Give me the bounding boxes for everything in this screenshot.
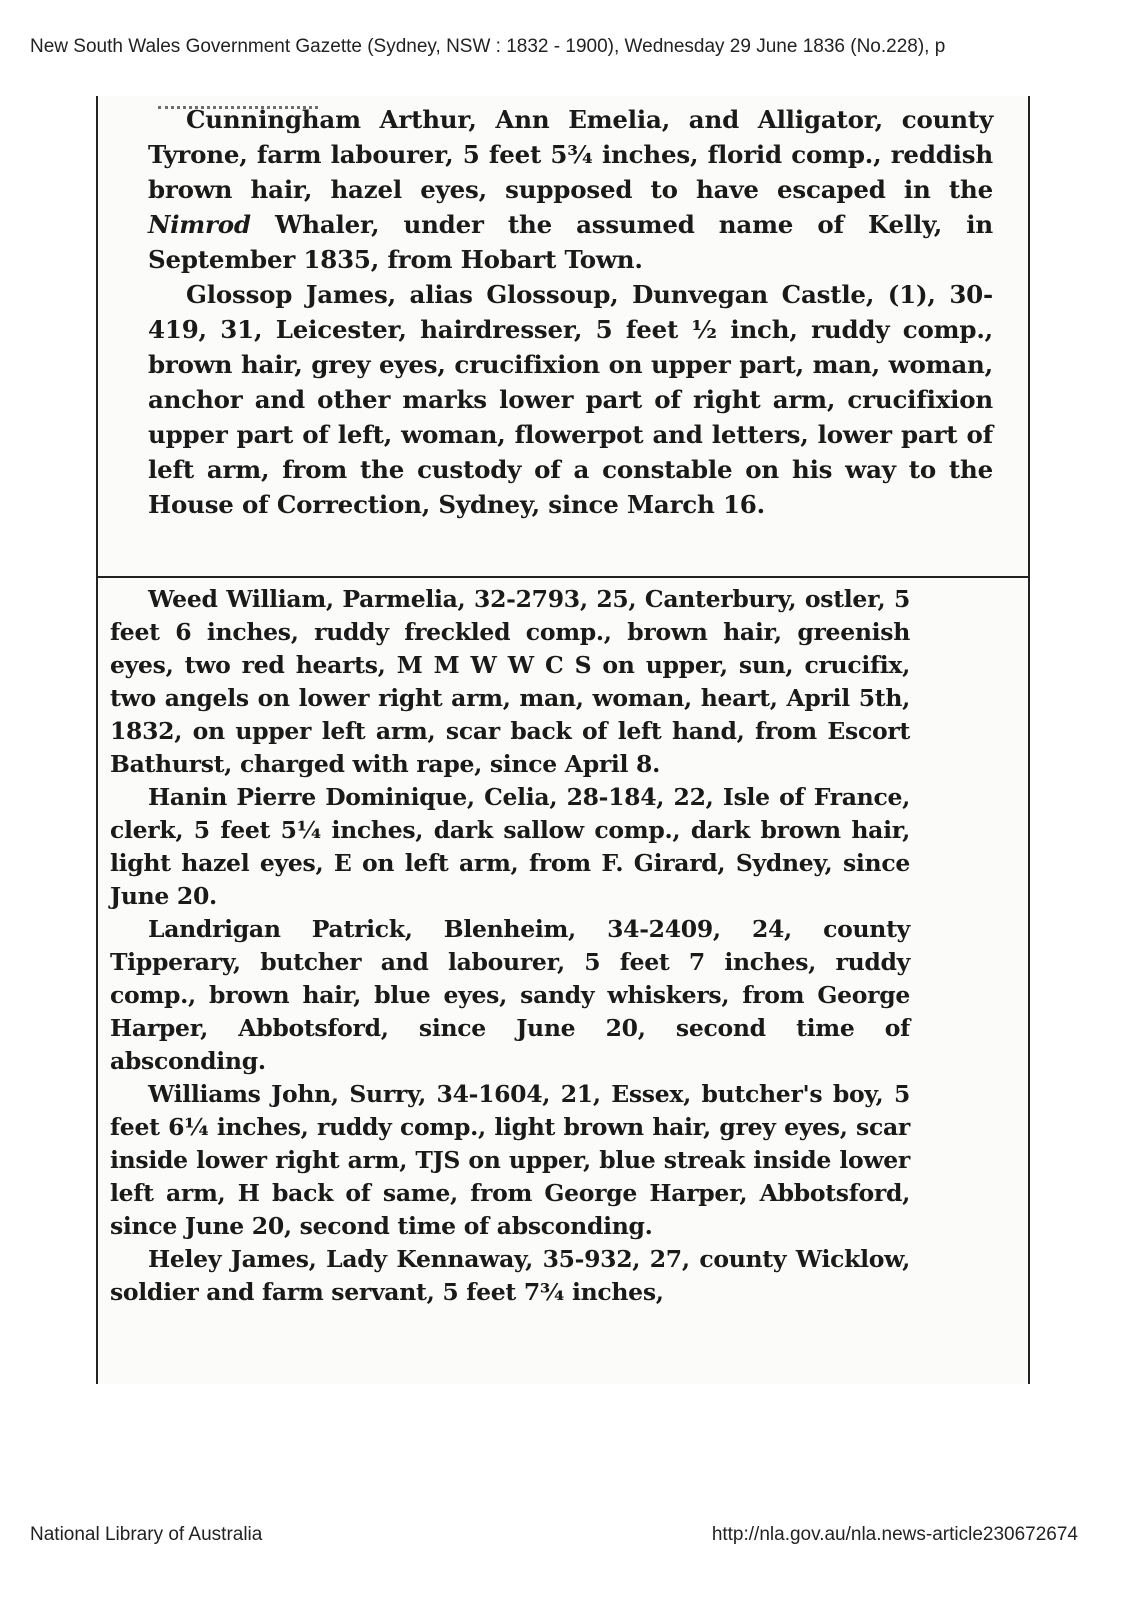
- notice-entry-text: Cunningham Arthur, Ann Emelia, and Alligator, county Tyrone, farm labourer, 5 feet 5¾ inches, florid comp., reddish brown hair, hazel eyes, supposed to have escaped in the: [148, 105, 993, 204]
- column-divider-rule: [98, 576, 1028, 578]
- newspaper-clipping: [96, 96, 1030, 1384]
- clipping-bottom-section: [110, 583, 910, 1383]
- notice-entry: [148, 102, 993, 277]
- footer-source: National Library of Australia: [30, 1524, 263, 1545]
- clipping-top-section: [148, 102, 993, 580]
- page-header-citation: New South Wales Government Gazette (Sydney, NSW : 1832 - 1900), Wednesday 29 June 1836 (No.228), p: [30, 36, 946, 57]
- notice-entry: Landrigan Patrick, Blenheim, 34-2409, 24, county Tipperary, butcher and labourer, 5 feet 7 inches, ruddy comp., brown hair, blue eyes, sandy whiskers, from George Harper, Abbotsford, since June 20, second time of absconding.: [110, 915, 910, 1075]
- notice-entry: Weed William, Parmelia, 32-2793, 25, Canterbury, ostler, 5 feet 6 inches, ruddy freckled comp., brown hair, greenish eyes, two red hearts, M M W W C S on upper, sun, crucifix, two angels on lower right arm, man, woman, heart, April 5th, 1832, on upper left arm, scar back of left hand, from Escort Bathurst, charged with rape, since April 8.: [110, 585, 910, 778]
- footer-url[interactable]: http://nla.gov.au/nla.news-article230672674: [711, 1524, 1078, 1545]
- notice-entry: Williams John, Surry, 34-1604, 21, Essex, butcher's boy, 5 feet 6¼ inches, ruddy comp., light brown hair, grey eyes, scar inside lower right arm, TJS on upper, blue streak inside lower left arm, H back of same, from George Harper, Abbotsford, since June 20, second time of absconding.: [110, 1080, 910, 1240]
- notice-entry: Hanin Pierre Dominique, Celia, 28-184, 22, Isle of France, clerk, 5 feet 5¼ inches, dark sallow comp., dark brown hair, light hazel eyes, E on left arm, from F. Girard, Sydney, since June 20.: [110, 783, 910, 910]
- notice-entry: Heley James, Lady Kennaway, 35-932, 27, county Wicklow, soldier and farm servant, 5 feet 7¾ inches,: [110, 1245, 910, 1306]
- vessel-name: Nimrod: [148, 210, 251, 239]
- notice-entry-text: Whaler, under the assumed name of Kelly, in September 1835, from Hobart Town.: [148, 210, 993, 274]
- notice-entry: [148, 277, 993, 522]
- notice-entry-text: Glossop James, alias Glossoup, Dunvegan Castle, (1), 30-419, 31, Leicester, hairdresser, 5 feet ½ inch, ruddy comp., brown hair, grey eyes, crucifixion on upper part, man, woman, anchor and other marks lower part of right arm, crucifixion upper part of left, woman, flowerpot and letters, lower part of left arm, from the custody of a constable on his way to the House of Correction, Sydney, since March 16.: [148, 280, 993, 519]
